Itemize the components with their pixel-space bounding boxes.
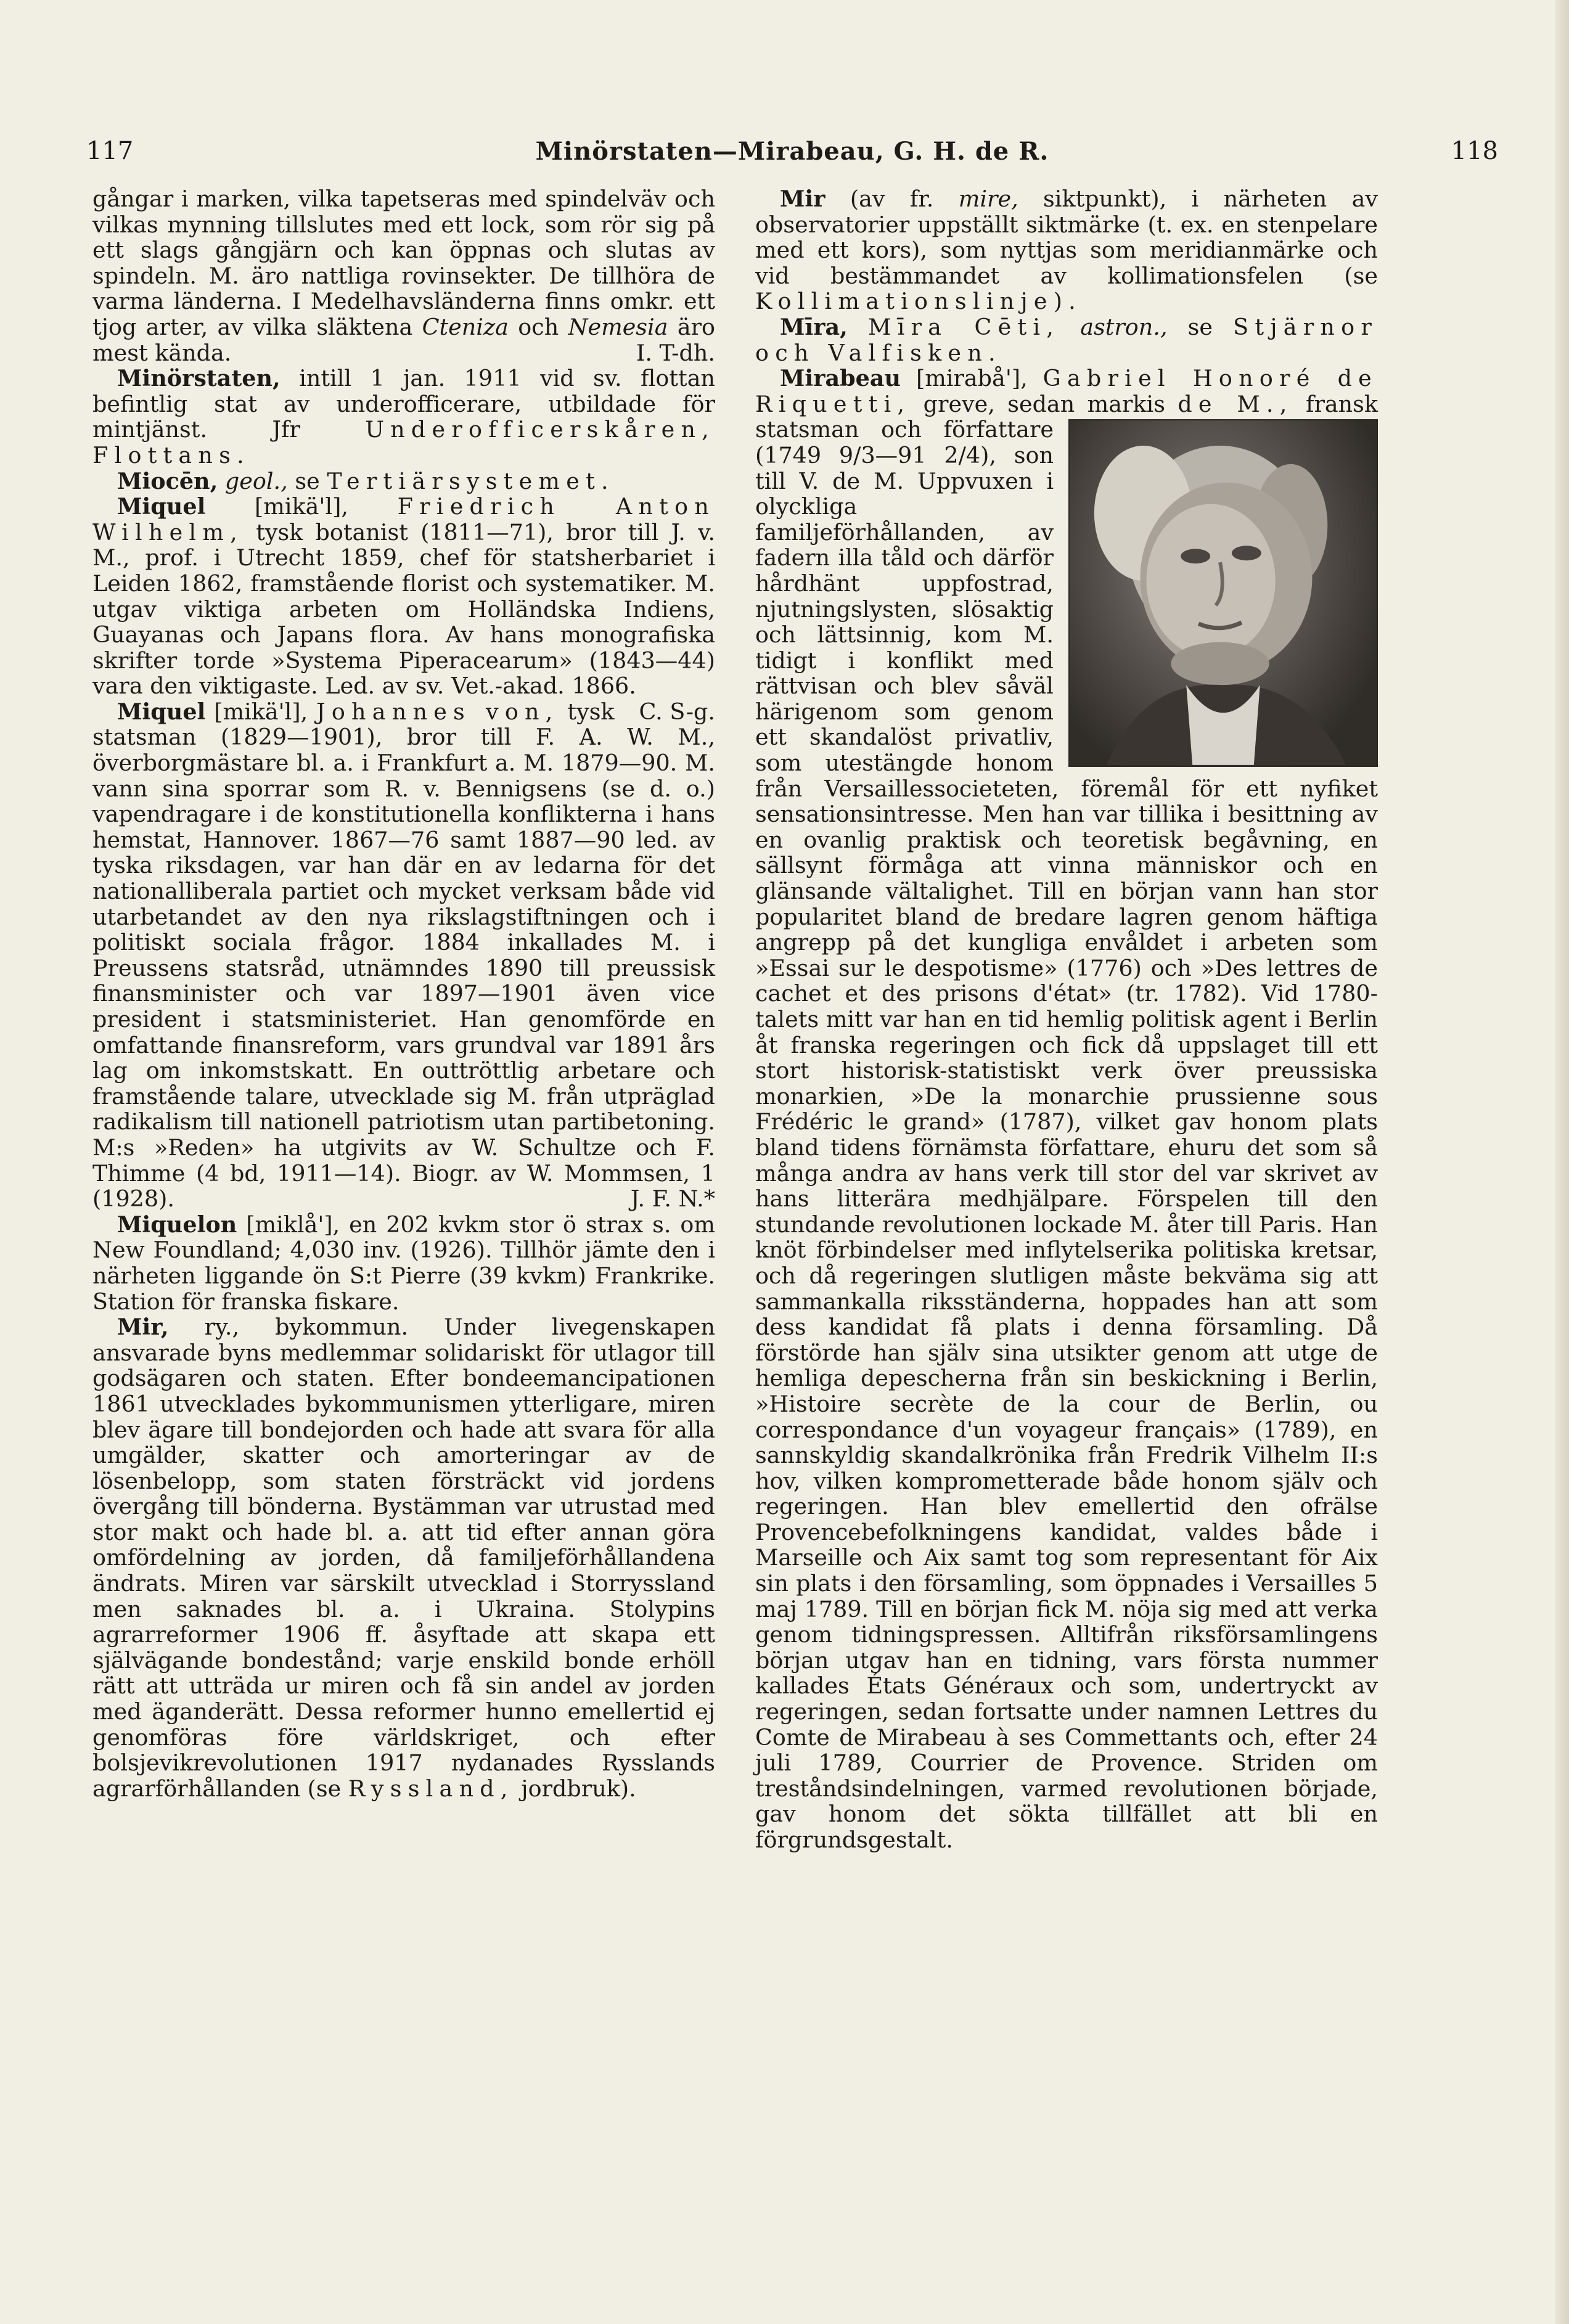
entry-minorstaten: Minörstaten, intill 1 jan. 1911 vid sv. flottan befintlig stat av underofficerare, utbildade för mintjänst. Jfr Underofficerskåren, Flottans. [92,365,715,468]
entry-minorspindlar-cont: gångar i marken, vilka tapetseras med spindelväv och vilkas mynning tillslutes med ett lock, som rör sig på ett slags gångjärn och kan öppnas och slutas av spindeln. M. äro nattliga rovinsekter. De tillhöra de varma länderna. I Medelhavsländerna finns omkr. ett tjog arter, av vilka släktena Cteniza och Nemesia äro mest kända. I. T-dh. [92,186,716,366]
page-number-left: 117 [86,137,134,165]
entry-miquel-johannes: Miquel [mikä'l], Johannes von, tysk statsman (1829—1901), bror till F. A. W. M., överborgmästare bl. a. i Frankfurt a. M. 1879—90. M. vann sina sporrar som R. v. Bennigsens (se d. o.) vapendragare i de konstitutionella konflikterna i hans hemstat, Hannover. 1867—76 samt 1887—90 led. av tyska riksdagen, var han där en av ledarna för det nationalliberala partiet och mycket verksam både vid utarbetandet av den nya rikslagstiftningen och i politiskt sociala frågor. 1884 inkallades M. i Preussens statsråd, utnämndes 1890 till preussisk finansminister och var 1897—1901 även vice president i statsministeriet. Han genomförde en omfattande finansreform, vars grundval var 1891 års lag om inkomstskatt. En outtröttlig arbetare och framstående talare, utvecklade sig M. från utpräglad radikalism till nationell patriotism utan partibetoning. M:s »Reden» ha utgivits av W. Schultze och F. Thimme (4 bd, 1911—14). Biogr. av W. Mommsen, 1 (1928). J. F. N.* [92,698,715,1213]
entry-miocen: Miocēn, geol., se Tertiärsystemet. [117,467,615,494]
right-column [755,186,1378,1853]
portrait-drawing [1070,420,1377,766]
entry-miquel-friedrich: Miquel [mikä'l], Friedrich Anton Wilhelm, tysk botanist (1811—71), bror till J. v. M., prof. i Utrecht 1859, chef för statsherbariet i Leiden 1862, framstående florist och systematiker. M. utgav viktiga arbeten om Holländska Indiens, Guayanas och Japans flora. Av hans monografiska skrifter torde »Systema Piperacearum» (1843—44) vara den viktigaste. Led. av sv. Vet.-akad. 1866. C. S-g. [92,493,715,725]
person-name: Friedrich Anton Wilhelm, [92,493,715,546]
running-title: Minörstaten—Mirabeau, G. H. de R. [535,137,1049,166]
author-signature: I. T-dh. [636,339,715,366]
cross-reference: Underofficerskåren, Flottans. [92,416,715,468]
headword: Miocēn, [117,467,218,494]
headword: Mir, [117,1314,169,1341]
cross-reference: Tertiärsystemet. [327,467,615,494]
entry-mirabeau: Mirabeau [mirabå'], Gabriel Honoré de Riquetti, greve, sedan markis de M., fransk statsman och författare (1749 9/3—91 2/4), son till V. de M. Uppvuxen i olyckliga familjeförhållanden, av fadern illa tåld och därför hårdhänt uppfostrad, njutningslysten, slösaktig och lättsinnig, kom M. tidigt i konflikt med rättvisan och blev såväl härigenom som genom ett skandalöst privatliv, som utestängde honom från Versaillessocieteten, föremål för ett nyfiket sensationsintresse. Men han var tillika i besittning av en ovanlig praktisk och teoretisk begåvning, en sällsynt förmåga att vinna människor och en glänsande vältalighet. Till en början vann han stor popularitet bland de bredare lagren genom häftiga angrepp på det kungliga envåldet i arbeten som »Essai sur le despotisme» (1776) och »Des lettres de cachet et des prisons d'état» (tr. 1782). Vid 1780-talets mitt var han en tid hemlig politisk agent i Berlin åt franska regeringen och fick då uppslaget till ett stort historisk-statistiskt verk över preussiska monarkien, »De la monarchie prussienne sous Frédéric le grand» (1787), vilket gav honom plats bland tidens förnämsta författare, ehuru det som så många andra av hans verk till stor del var skrivet av hans litterära medhjälpare. Förspelen till den stundande revolutionen lockade M. åter till Paris. Han knöt förbindelser med inflytelserika politiska kretsar, och då regeringen slutligen måste bekväma sig att sammankalla riksständerna, hoppades han att som dess kandidat få plats i denna församling. Då förstörde han själv sina utsikter genom att utge de hemliga depescherna från sin beskickning i Berlin, »Histoire secrète de la cour de Berlin, ou correspondance d'un voyageur français» (1789), en sannskyldig skandalkrönika från Fredrik Vilhelm II:s hov, vilken komprometterade både honom själv och regeringen. Han blev emellertid den ofrälse Provencebefolkningens kandidat, valdes både i Marseille och Aix samt tog som representant för Aix sin plats i den församling, som öppnades i Versailles 5 maj 1789. Till en början fick M. nöja sig med att verka genom tidningspressen. Alltifrån riksförsamlingens början utgav han en tidning, vars första nummer kallades États Généraux och som, undertryckt av regeringen, sedan fortsatte under namnen Lettres du Comte de Mirabeau à ses Commettants och, efter 24 juli 1789, Courrier de Provence. Striden om treståndsindelningen, varmed revolutionen började, gav honom det sökta tillfället att bli en förgrundsgestalt. [755,365,1379,1853]
cross-reference: Stjärnor och Valfisken. [755,313,1379,366]
page-number-right: 118 [1451,137,1498,165]
person-name: Gabriel Honoré de Riquetti, [755,365,1378,417]
portrait-image [1068,419,1378,767]
entry-mir-siktmarke: Mir (av fr. mire, siktpunkt), i närheten av observatorier uppställt siktmärke (t. ex. en stenpelare med ett kors), som nyttjas som meridianmärke och vid bestämmandet av kollimationsfelen (se Kollimationslinje). [755,186,1378,315]
page-edge [1555,0,1569,2324]
headword: Miquel [117,698,206,725]
cross-reference: Kollimationslinje). [755,288,1083,315]
headword: Mir [780,186,825,212]
running-header [86,137,1498,180]
headword: Miquel [117,493,206,520]
author-signature: C. S-g. [639,698,715,725]
person-name: Johannes von, [316,698,559,725]
headword: Minörstaten, [117,365,281,392]
headword: Mīra, [780,313,848,340]
left-column [92,186,715,1801]
headword: Miquelon [117,1211,237,1238]
author-signature: J. F. N.* [630,1185,715,1213]
entry-mira: Mīra, Mīra Cēti, astron., se Stjärnor och Valfisken. [755,313,1379,366]
cross-reference: Ryssland, [348,1775,514,1802]
entry-mir-bykommun: Mir, ry., bykommun. Under livegenskapen ansvarade byns medlemmar solidariskt för utlagor till godsägaren och staten. Efter bondeemancipationen 1861 utvecklades bykommunismen ytterligare, miren blev ägare till bondejorden och hade att svara för alla umgälder, skatter och amorteringar av de lösenbelopp, som staten försträckt vid jordens övergång till bönderna. Bystämman var utrustad med stor makt och hade bl. a. att tid efter annan göra omfördelning av jorden, då familjeförhållandena ändrats. Miren var särskilt utvecklad i Storryssland men saknades bl. a. i Ukraina. Stolypins agrarreformer 1906 ff. åsyftade att skapa ett självägande bondestånd; varje enskild bonde erhöll rätt att utträda ur miren och få sin andel av jorden med äganderätt. Dessa reformer hunno emellertid ej genomföras före världskriget, och efter bolsjevikrevolutionen 1917 nydanades Rysslands agrarförhållanden (se Ryssland, jordbruk). [92,1314,715,1802]
headword: Mirabeau [780,365,901,392]
entry-miquelon: Miquelon [miklå'], en 202 kvkm stor ö strax s. om New Foundland; 4,030 inv. (1926). Tillhör jämte den i närheten liggande ön S:t Pierre (39 kvkm) Frankrike. Station för franska fiskare. [92,1211,715,1315]
